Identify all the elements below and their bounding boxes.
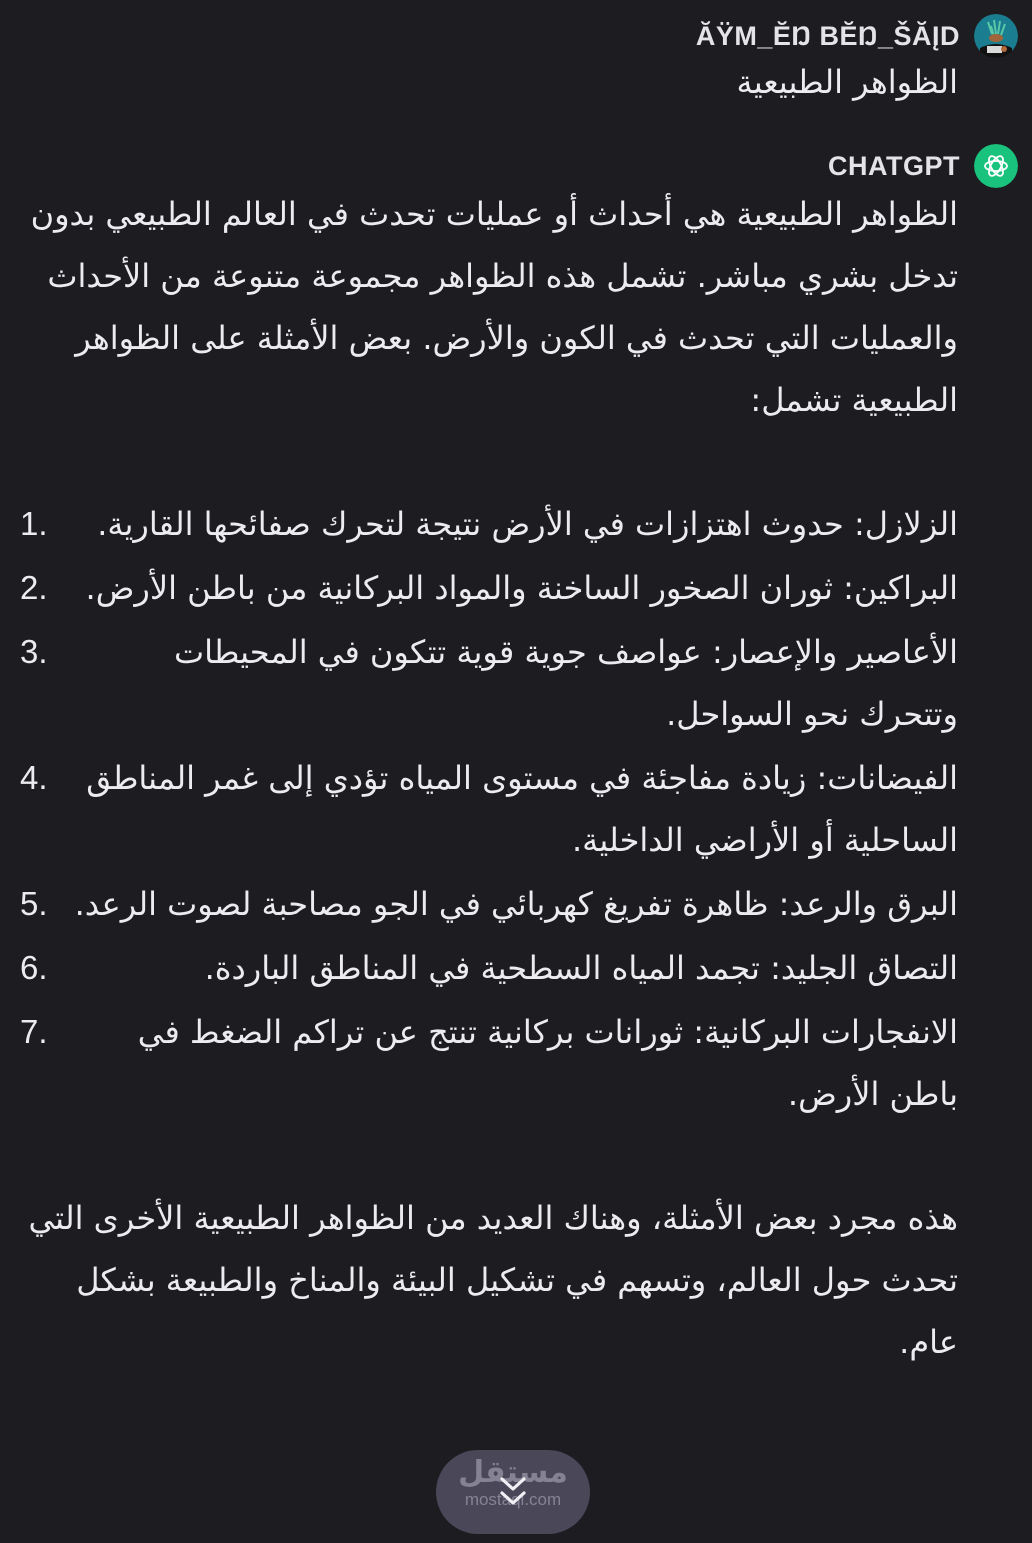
list-item-number: 4. <box>20 759 48 796</box>
bot-conclusion-paragraph: هذه مجرد بعض الأمثلة، وهناك العديد من الظواهر الطبيعية الأخرى التي تحدث حول العالم، وتسهم في تشكيل البيئة والمناخ والطبيعة بشكل عام. <box>28 1199 958 1361</box>
bot-intro-paragraph: الظواهر الطبيعية هي أحداث أو عمليات تحدث في العالم الطبيعي بدون تدخل بشري مباشر. تشمل هذه الظواهر مجموعة متنوعة من الأحداث والعمليات التي تحدث في الكون والأرض. بعض الأمثلة على الظواهر الطبيعية تشمل: <box>30 195 958 419</box>
list-item <box>0 493 958 555</box>
phenomena-list <box>14 493 958 1125</box>
bot-message-header <box>828 144 1018 188</box>
list-item <box>0 873 958 935</box>
list-item-text: البرق والرعد: ظاهرة تفريغ كهربائي في الجو مصاحبة لصوت الرعد. <box>74 885 958 923</box>
list-item <box>0 557 958 619</box>
list-item-number: 1. <box>20 505 48 542</box>
chevron-double-down-icon <box>498 1475 528 1509</box>
list-item <box>0 621 958 745</box>
user-message-text: الظواهر الطبيعية <box>736 63 958 101</box>
bot-sender-name: CHATGPT <box>828 150 960 181</box>
watermark-arabic: مستقل <box>458 1455 568 1490</box>
list-item-text: الأعاصير والإعصار: عواصف جوية قوية تتكون في المحيطات وتتحرك نحو السواحل. <box>174 633 958 733</box>
list-item-text: الفيضانات: زيادة مفاجئة في مستوى المياه تؤدي إلى غمر المناطق الساحلية أو الأراضي الداخلية. <box>86 759 958 859</box>
openai-logo-icon <box>974 144 1018 188</box>
list-item-text: الزلازل: حدوث اهتزازات في الأرض نتيجة لتحرك صفائحها القارية. <box>97 505 958 543</box>
scroll-to-bottom-button[interactable] <box>436 1450 590 1534</box>
bot-message-body <box>14 183 958 1373</box>
list-item-number: 3. <box>20 633 48 670</box>
list-item-number: 5. <box>20 885 48 922</box>
user-avatar[interactable] <box>974 14 1018 58</box>
list-item-number: 2. <box>20 569 48 606</box>
list-item-number: 6. <box>20 949 48 986</box>
user-message-header <box>696 14 1018 58</box>
list-item <box>0 747 958 871</box>
list-item-text: التصاق الجليد: تجمد المياه السطحية في المناطق الباردة. <box>204 949 958 987</box>
list-item <box>0 937 958 999</box>
user-sender-name: ĂŸM_ĔŊ BĔŊ_ŠĂĮD <box>695 20 960 51</box>
list-item <box>0 1001 958 1125</box>
list-item-text: البراكين: ثوران الصخور الساخنة والمواد البركانية من باطن الأرض. <box>85 569 958 607</box>
watermark-latin: mostaql.com <box>464 1490 562 1509</box>
list-item-text: الانفجارات البركانية: ثورانات بركانية تنتج عن تراكم الضغط في باطن الأرض. <box>137 1013 958 1113</box>
list-item-number: 7. <box>20 1013 48 1050</box>
